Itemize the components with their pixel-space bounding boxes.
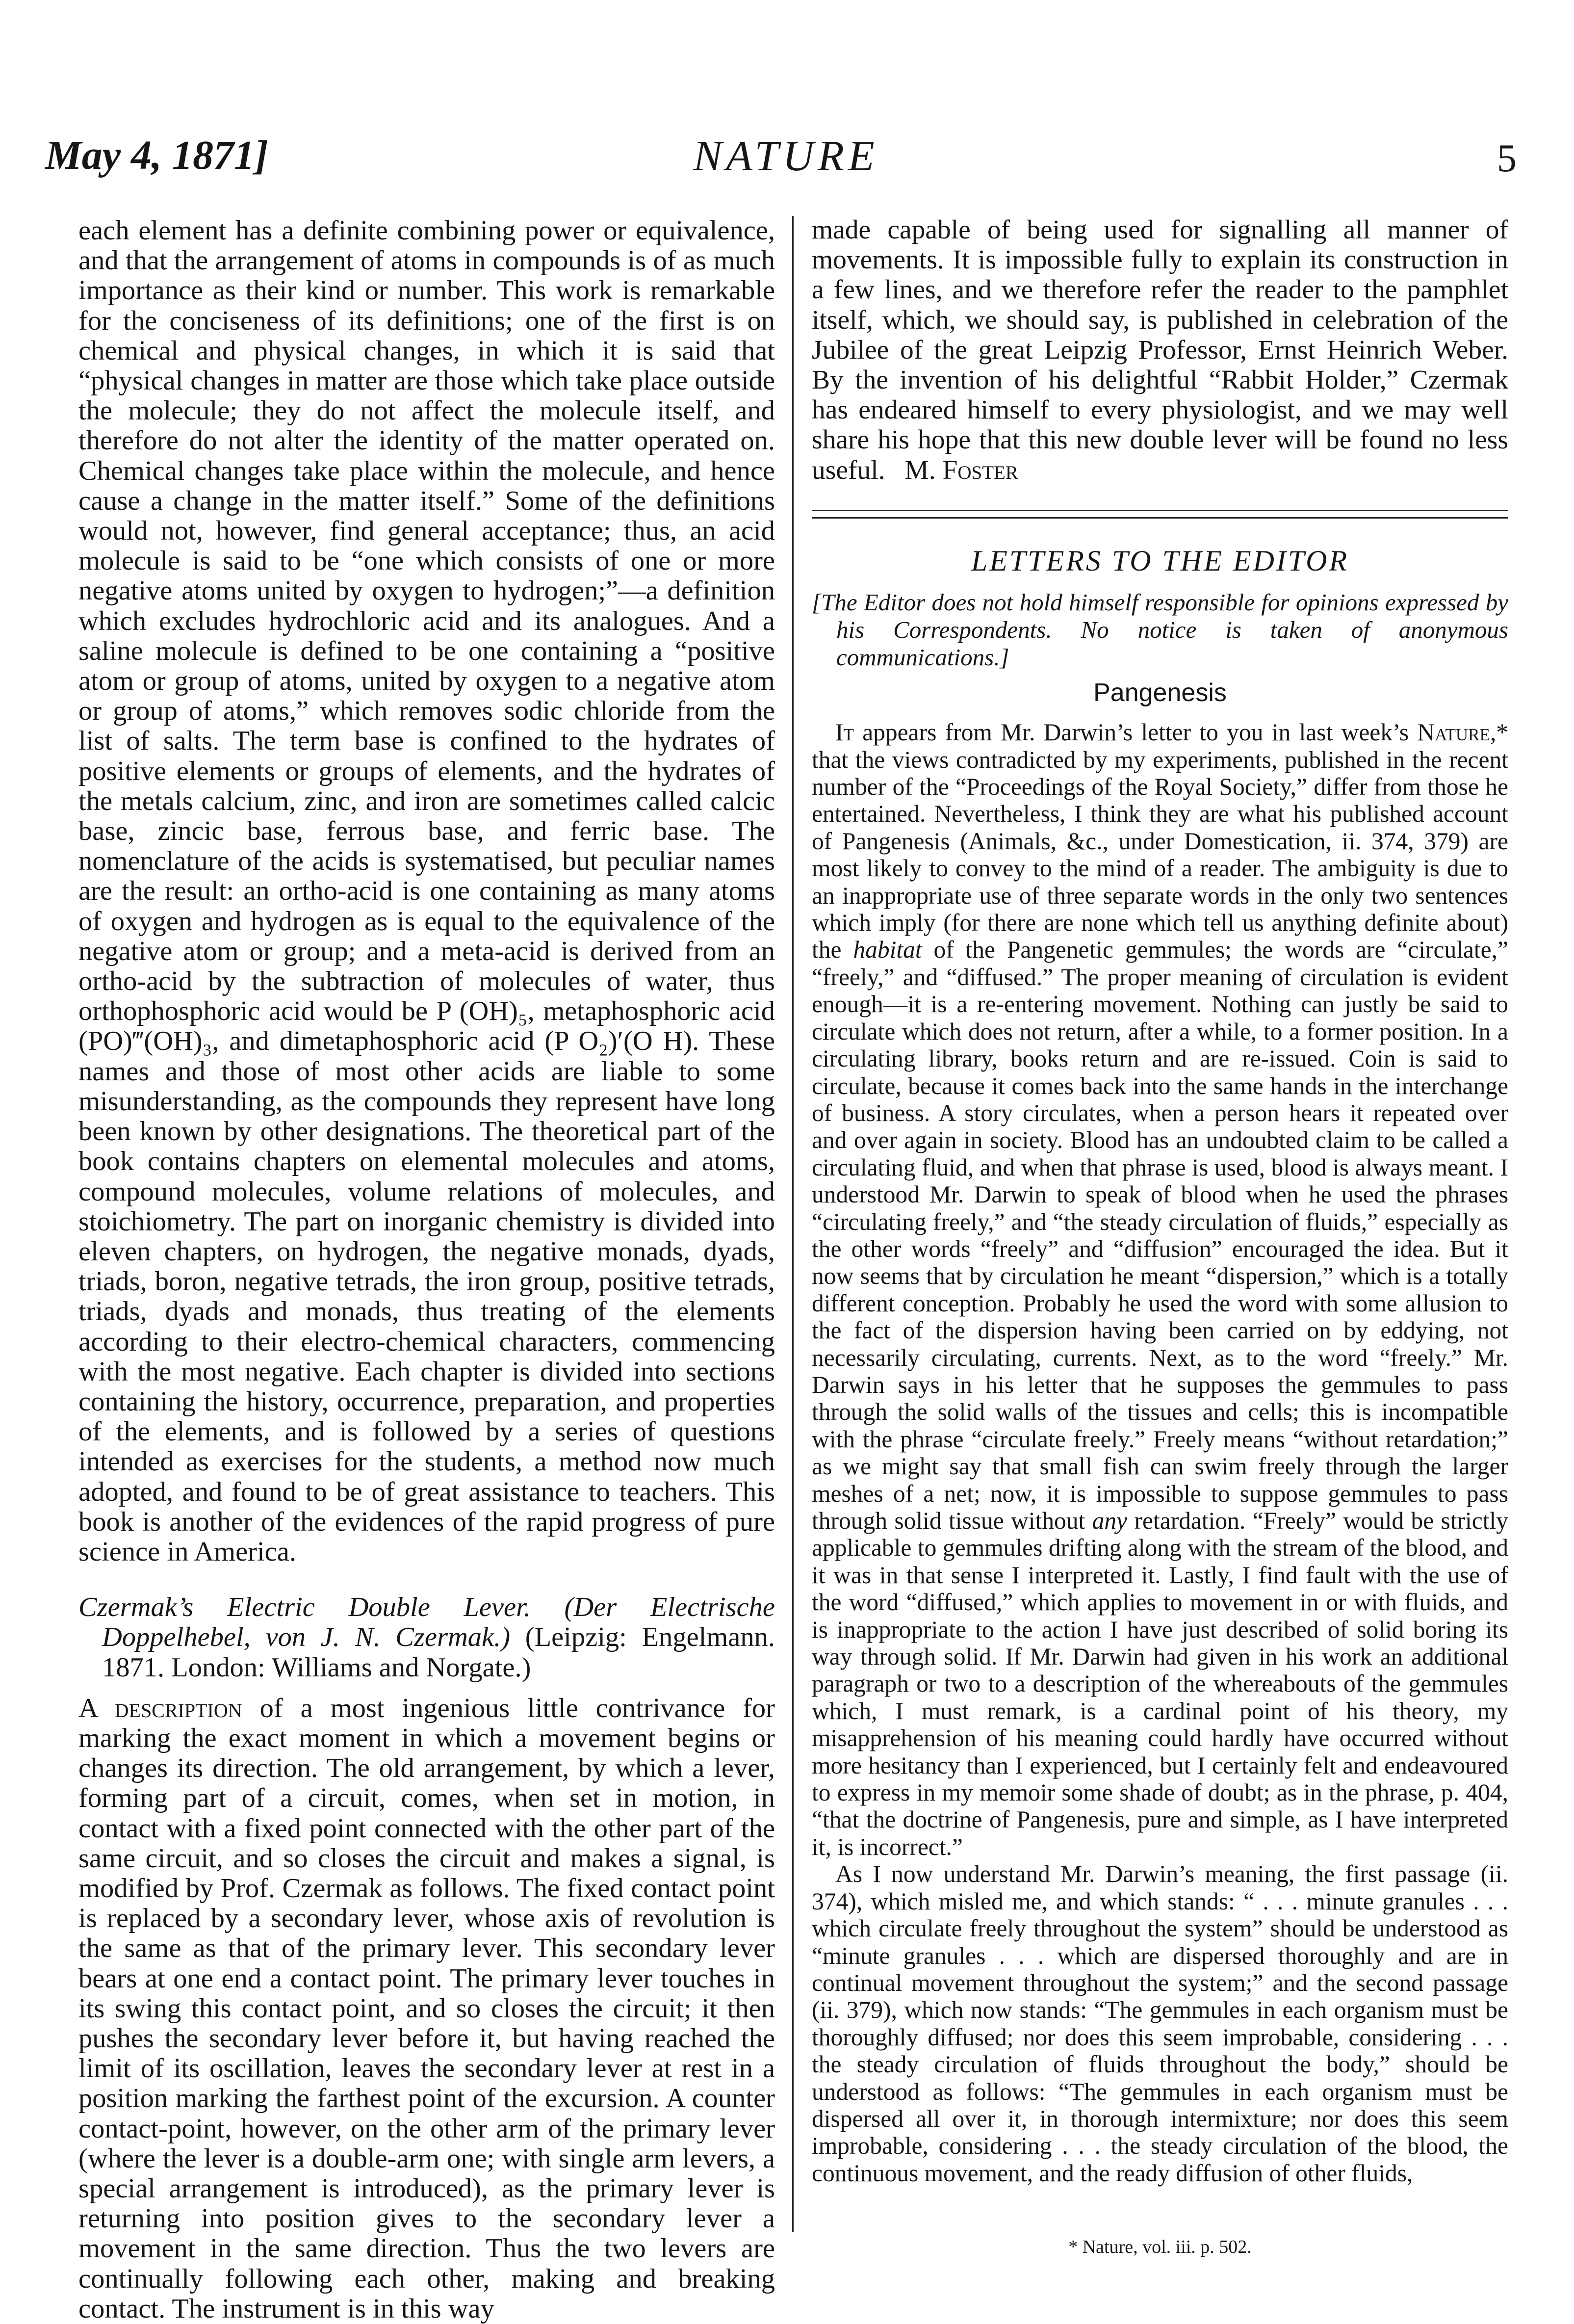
letter-text: * that the views contradicted by my experiments, published in the recent number of the “Proceedings of the Royal Society,” differ from those he entertained. Nevertheless, I think they are what his published account of Pangenesis (Animals, &c., under Domestication, ii. 374, 379) are most likely to convey to the mind of a reader. The ambiguity is due to an inappropriate use of three separate words in the only two sentences which imply (for there are none which tell us anything definite about) the	[812, 719, 1509, 964]
nature-reference: Nature,	[1417, 719, 1497, 746]
right-column	[812, 215, 1508, 2187]
section-divider	[812, 510, 1508, 519]
left-column	[78, 216, 775, 2324]
letter-text: appears from Mr. Darwin’s letter to you in last week’s	[862, 719, 1409, 746]
drop-lead-words: A description	[78, 1693, 242, 1723]
book-publisher: (Leipzig: Engelmann. 1871. London: Williams and Norgate.)	[102, 1622, 775, 1683]
lever-review-end-text: made capable of being used for signalling all manner of movements. It is impossible fully to explain its construction in a few lines, and we therefore refer the reader to the pamphlet itself, which, we should say, is published in celebration of the Jubilee of the great Leipzig Professor, Ernst Heinrich Weber. By the invention of his delightful “Rabbit Holder,” Czermak has endeared himself to every physiologist, and we may well share his hope that this new double lever will be found no less useful.	[812, 215, 1508, 485]
letter-paragraph: As I now understand Mr. Darwin’s meaning, the first passage (ii. 374), which misled me, and which stands: “ . . . minute granules . . . which circulate freely throughout the system” should be understood as “minute granules . . . which are dispersed thoroughly and are in continual movement throughout the system;” and the second passage (ii. 379), which now stands: “The gemmules in each organism must be thoroughly diffused; nor does this seem improbable, considering . . . the steady circulation of fluids throughout the body,” should be understood as follows: “The gemmules in each organism must be dispersed all over it, in thorough intermixture; nor does this seem improbable, considering . . . the steady circulation of the blood, the continuous movement, and the ready diffusion of other fluids,	[812, 1860, 1508, 2187]
letter-text: retardation. “Freely” would be strictly applicable to gemmules drifting along with the stream of the blood, and it was in that sense I interpreted it. Lastly, I find fault with the use of the word “diffused,” which applies to movement in or with fluids, and is inappropriate to the action I have just described of solid boring its way through solid. If Mr. Darwin had given in his work an additional paragraph or two to a description of the whereabouts of the gemmules which, I must remark, is a cardinal point of his theory, my misapprehension of his meaning could hardly have occurred without more hesitancy than I experienced, but I certainly felt and endeavoured to express in my memoir some shade of doubt; as in the phrase, p. 404, “that the doctrine of Pangenesis, pure and simple, as I have interpreted it, is incorrect.”	[812, 1507, 1509, 1860]
italic-word: any	[1092, 1507, 1128, 1535]
chemistry-review-continuation: each element has a definite combining power or equivalence, and that the arrangement of atoms in compounds is of as much importance as their kind or number. This work is remarkable for the conciseness of its definitions; one of the first is on chemical and physical changes, in which it is said that “physical changes in matter are those which take place outside the molecule; they do not affect the molecule itself, and therefore do not alter the identity of the matter operated on. Chemical changes take place within the molecule, and hence cause a change in the matter itself.” Some of the definitions would not, however, find general acceptance; thus, an acid molecule is said to be “one which consists of one or more negative atoms united by oxygen to hydrogen;”—a definition which excludes hydrochloric acid and its analogues. And a saline molecule is defined to be one containing a “positive atom or group of atoms, united by oxygen to a negative atom or group of atoms,” which removes sodic chloride from the list of salts. The term base is confined to the hydrates of positive elements or groups of elements, and the hydrates of the metals calcium, zinc, and iron are sometimes called calcic base, zincic base, ferrous base, and ferric base. The nomenclature of the acids is systematised, but peculiar names are the result: an ortho-acid is one containing as many atoms of oxygen and hydrogen as is equal to the equivalence of the negative atom or group; and a meta-acid is derived from an ortho-acid by the subtraction of molecules of water, thus orthophosphoric acid would be P (OH)₅, metaphosphoric acid (PO)‴(OH)₃, and dimetaphosphoric acid (P O₂)′(O H). These names and those of most other acids are liable to some misunderstanding, as the compounds they represent have long been known by other designations. The theoretical part of the book contains chapters on elemental molecules and atoms, compound molecules, volume relations of molecules, and stoichiometry. The part on inorganic chemistry is divided into eleven chapters, on hydrogen, the negative monads, dyads, triads, boron, negative tetrads, the iron group, positive tetrads, triads, dyads and monads, thus treating of the elements according to their electro-chemical characters, commencing with the most negative. Each chapter is divided into sections containing the history, occurrence, preparation, and properties of the elements, and is followed by a series of questions intended as exercises for the students, a method now much adopted, and found to be of great assistance to teachers. This book is another of the evidences of the rapid progress of pure science in America.	[78, 215, 775, 1567]
letter-text: of the Pangenetic gemmules; the words are “circulate,” “freely,” and “diffused.” The proper meaning of circulation is evident enough—it is a re-entering movement. Nothing can justly be said to circulate which does not return, after a while, to a former position. In a circulating library, books return and are re-issued. Coin is said to circulate, because it comes back into the same hands in the interchange of business. A story circulates, when a person hears it repeated over and over again in society. Blood has an undoubted claim to be called a circulating fluid, and when that phrase is used, blood is always meant. I understood Mr. Darwin to speak of blood when he used the phrases “circulating freely,” and “the steady circulation of fluids,” especially as the other words “freely” and “diffusion” encouraged the idea. But it now seems that by circulation he meant “dispersion,” which is a totally different conception. Probably he used the word with some allusion to the fact of the dispersion having been carried on by eddying, not necessarily circulating, currents. Next, as to the word “freely.” Mr. Darwin says in his letter that he supposes the gemmules to pass through the solid walls of the tissues and cells; this is incompatible with the phrase “circulate freely.” Freely means “without retardation;” as we might say that small fish can swim freely through the larger meshes of a net; now, it is impossible to suppose gemmules to pass through solid tissue without	[812, 936, 1509, 1535]
lever-review-body	[78, 1694, 775, 2324]
section-title: LETTERS TO THE EDITOR	[971, 544, 1349, 577]
review-signature: M. Foster	[904, 455, 1018, 485]
lever-review-text: of a most ingenious little contrivance for marking the exact moment in which a movement begins or changes its direction. The old arrangement, by which a lever, forming part of a circuit, comes, when set in motion, in contact with a fixed point connected with the other part of the same circuit, and so closes the circuit and makes a signal, is modified by Prof. Czermak as follows. The fixed contact point is replaced by a secondary lever, whose axis of revolution is the same as that of the primary lever. This secondary lever bears at one end a contact point. The primary lever touches in its swing this contact point, and so closes the circuit; it then pushes the secondary lever before it, but having reached the limit of its oscillation, leaves the secondary lever at rest in a position marking the farthest point of the excursion. A counter contact-point, however, on the other arm of the primary lever (where the lever is a double-arm one; with single arm levers, a special arrangement is introduced), as the primary lever is returning into position gives to the secondary lever a movement in the same direction. Thus the two levers are continually following each other, making and breaking contact. The instrument is in this way	[78, 1693, 775, 2324]
book-title: Czermak’s Electric Double Lever. (Der Electrische Doppelhebel, von J. N. Czermak.)	[78, 1592, 775, 1653]
lever-review-end	[812, 215, 1508, 485]
editor-disclaimer: [The Editor does not hold himself responsible for opinions expressed by his Correspondents. No notice is taken of anonymous communications.]	[812, 589, 1508, 671]
letter-paragraph	[812, 719, 1508, 1860]
letter-title: Pangenesis	[1093, 679, 1227, 707]
italic-word: habitat	[853, 936, 922, 964]
book-review-heading	[78, 1593, 775, 1683]
letter-body	[812, 719, 1508, 2187]
footnote: * Nature, vol. iii. p. 502.	[1068, 2237, 1252, 2257]
issue-date: May 4, 1871]	[45, 132, 268, 178]
journal-title: NATURE	[693, 132, 878, 180]
letter-lead-word: It	[835, 719, 854, 746]
running-head	[45, 131, 1526, 190]
column-rule	[792, 216, 794, 2232]
page-number: 5	[1497, 137, 1517, 180]
